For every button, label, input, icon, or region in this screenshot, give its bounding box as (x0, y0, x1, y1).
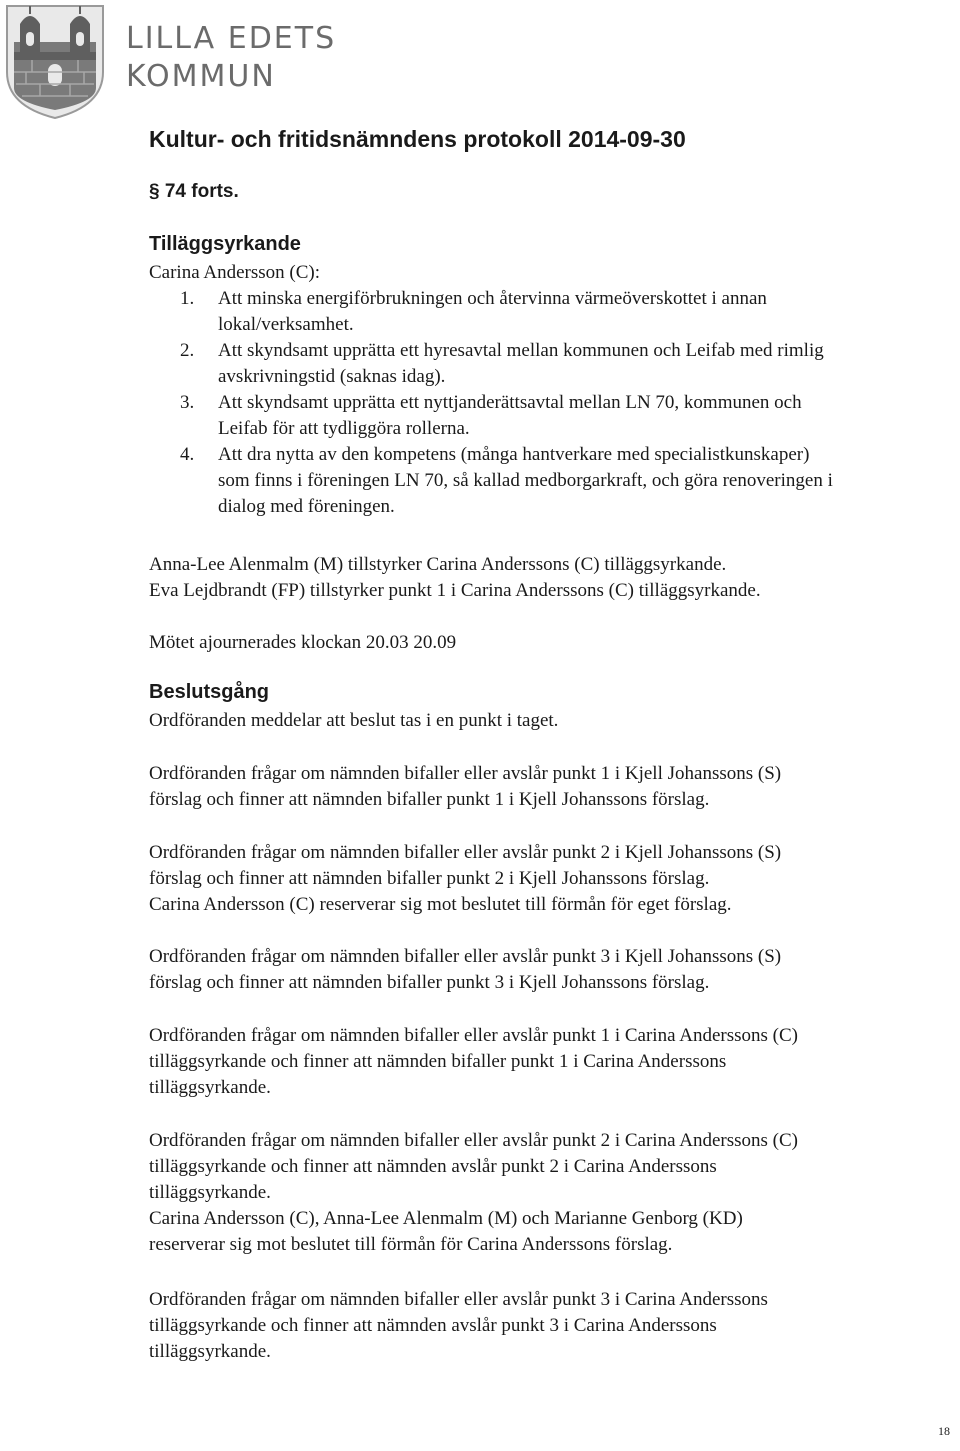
logo-line-1: LILLA EDETS (126, 21, 337, 56)
tillagg-item (149, 338, 833, 390)
beslut-paragraph-4 (149, 1023, 798, 1101)
item-text-line: Leifab för att tydliggöra rollerna. (218, 418, 470, 439)
section-heading: § 74 forts. (149, 181, 239, 202)
beslut-paragraph-2 (149, 840, 781, 918)
paragraph-line: Ordföranden frågar om nämnden bifaller eller avslår punkt 1 i Kjell Johanssons (S) (149, 763, 782, 784)
beslut-intro: Ordföranden meddelar att beslut tas i en punkt i taget. (149, 710, 559, 731)
item-number: 1. (180, 288, 195, 309)
tillagg-heading: Tilläggsyrkande (149, 233, 301, 255)
paragraph-line: tilläggsyrkande och finner att nämnden bifaller punkt 1 i Carina Anderssons (149, 1051, 727, 1072)
item-number: 3. (180, 392, 195, 413)
tillagg-list (149, 286, 833, 520)
paragraph-line: tilläggsyrkande och finner att nämnden avslår punkt 3 i Carina Anderssons (149, 1315, 717, 1336)
item-text-line: dialog med föreningen. (218, 496, 395, 517)
tillagg-author: Carina Andersson (C): (149, 262, 320, 283)
item-text-line: Att skyndsamt upprätta ett nyttjanderättsavtal mellan LN 70, kommunen och (218, 392, 802, 413)
paragraph-line: Ordföranden frågar om nämnden bifaller eller avslår punkt 1 i Carina Anderssons (C) (149, 1025, 798, 1046)
paragraph-line: tilläggsyrkande. (149, 1077, 271, 1098)
item-text-line: Att dra nytta av den kompetens (många hantverkare med specialistkunskaper) (218, 444, 810, 465)
beslut-paragraph-3 (149, 944, 781, 996)
item-text-line: lokal/verksamhet. (218, 314, 354, 335)
paragraph-line: Ordföranden frågar om nämnden bifaller eller avslår punkt 2 i Kjell Johanssons (S) (149, 842, 782, 863)
item-text-line: Att minska energiförbrukningen och återvinna värmeöverskottet i annan (218, 288, 767, 309)
paragraph-line: Carina Andersson (C) reserverar sig mot beslutet till förmån för eget förslag. (149, 894, 732, 915)
document-title: Kultur- och fritidsnämndens protokoll 2014-09-30 (149, 126, 686, 152)
paragraph-line: tilläggsyrkande och finner att nämnden avslår punkt 2 i Carina Anderssons (149, 1156, 717, 1177)
page-header (0, 0, 960, 120)
beslut-paragraph-1 (149, 761, 781, 813)
paragraph-line: Carina Andersson (C), Anna-Lee Alenmalm (M) och Marianne Genborg (KD) (149, 1208, 743, 1229)
adjournment-note: Mötet ajournerades klockan 20.03 20.09 (149, 632, 457, 653)
tillagg-item (149, 442, 833, 520)
paragraph-line: Ordföranden frågar om nämnden bifaller eller avslår punkt 3 i Kjell Johanssons (S) (149, 946, 782, 967)
item-text-line: som finns i föreningen LN 70, så kallad medborgarkraft, och göra renoveringen i (218, 470, 833, 491)
paragraph-line: tilläggsyrkande. (149, 1182, 271, 1203)
municipal-crest-icon (2, 2, 108, 120)
item-number: 2. (180, 340, 195, 361)
support-statement-2: Eva Lejdbrandt (FP) tillstyrker punkt 1 i Carina Anderssons (C) tilläggsyrkande. (149, 580, 761, 601)
support-statement-1: Anna-Lee Alenmalm (M) tillstyrker Carina Anderssons (C) tilläggsyrkande. (149, 554, 727, 575)
paragraph-line: tilläggsyrkande. (149, 1341, 271, 1362)
item-text-line: avskrivningstid (saknas idag). (218, 366, 446, 387)
tillagg-item (149, 390, 833, 442)
logo-line-2: KOMMUN (126, 59, 276, 94)
item-number: 4. (180, 444, 195, 465)
paragraph-line: Ordföranden frågar om nämnden bifaller eller avslår punkt 2 i Carina Anderssons (C) (149, 1130, 798, 1151)
beslut-paragraph-5 (149, 1128, 798, 1258)
tillagg-item (149, 286, 833, 338)
paragraph-line: Ordföranden frågar om nämnden bifaller eller avslår punkt 3 i Carina Anderssons (149, 1289, 768, 1310)
municipality-logo (126, 20, 336, 96)
item-text-line: Att skyndsamt upprätta ett hyresavtal mellan kommunen och Leifab med rimlig (218, 340, 824, 361)
paragraph-line: reserverar sig mot beslutet till förmån för Carina Anderssons förslag. (149, 1234, 673, 1255)
page-number: 18 (938, 1424, 950, 1438)
paragraph-line: förslag och finner att nämnden bifaller punkt 3 i Kjell Johanssons förslag. (149, 972, 710, 993)
beslut-paragraph-6 (149, 1287, 768, 1365)
beslut-heading: Beslutsgång (149, 681, 270, 703)
paragraph-line: förslag och finner att nämnden bifaller punkt 2 i Kjell Johanssons förslag. (149, 868, 710, 889)
paragraph-line: förslag och finner att nämnden bifaller punkt 1 i Kjell Johanssons förslag. (149, 789, 710, 810)
